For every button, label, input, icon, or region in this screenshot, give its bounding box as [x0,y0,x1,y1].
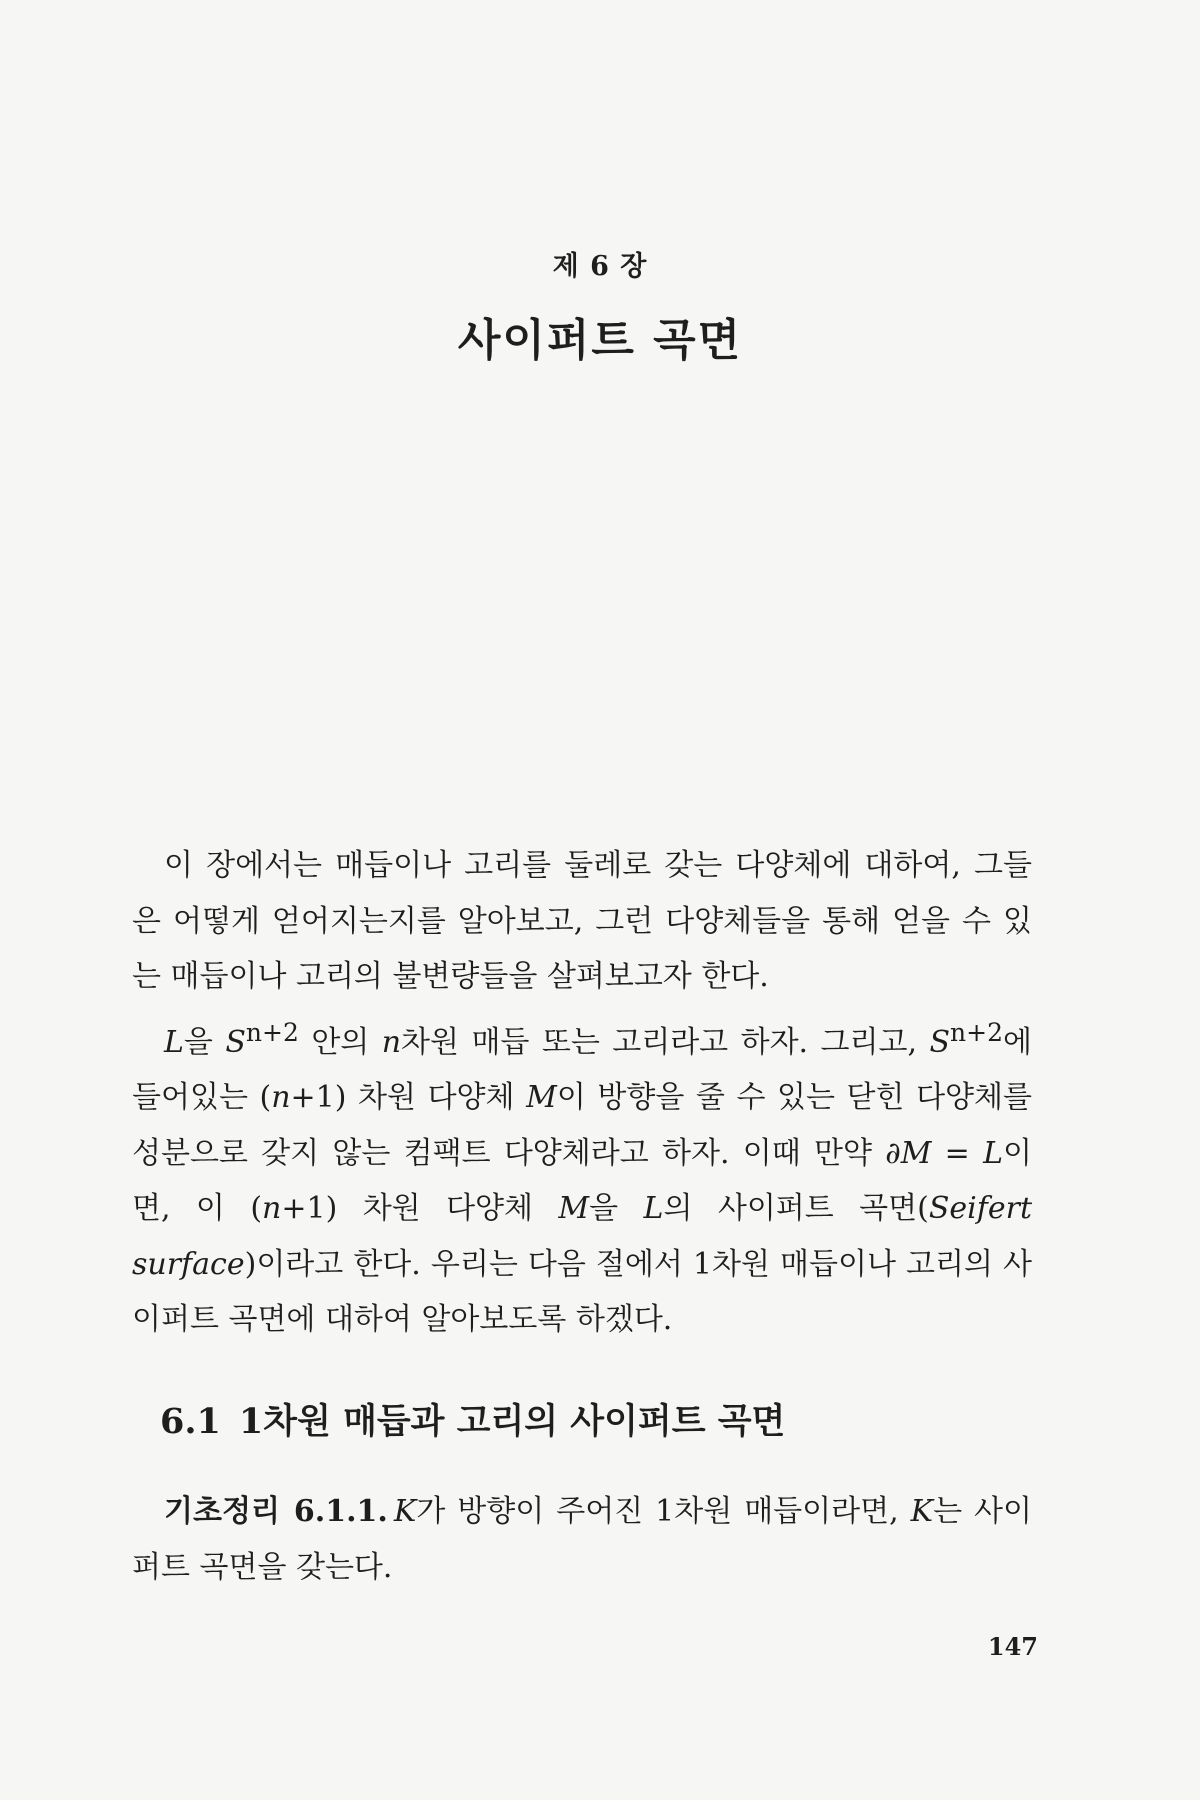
theorem-label: 기초정리 [164,1494,280,1529]
symbol-M: M [558,1191,590,1226]
symbol-L: L [164,1024,184,1060]
intro-text [132,838,1032,1348]
section-number: 6.1 [160,1401,221,1442]
symbol-L: L [983,1135,1004,1171]
symbol-M: M [526,1080,557,1115]
symbol-K: K [393,1494,417,1529]
symbol-n: n [381,1024,402,1060]
symbol-n: n [271,1080,291,1115]
intro-paragraph-1: 이 장에서는 매듭이나 고리를 둘레로 갖는 다양체에 대하여, 그들은 어떻게 얻어지는지를 알아보고, 그런 다양체들을 통해 얻을 수 있는 매듭이나 고리의 불변량들을 살펴보고자 한다. [132,848,1032,994]
symbol-S: S [225,1024,246,1060]
chapter-title: 사이퍼트 곡면 [457,315,743,366]
chapter-label: 제 6 장 [552,251,648,282]
theorem-number: 6.1.1. [293,1494,388,1529]
symbol-boundary-M: ∂M [885,1135,932,1171]
symbol-L: L [643,1191,664,1226]
superscript: n+2 [950,1017,1003,1047]
section-title: 1차원 매듭과 고리의 사이퍼트 곡면 [238,1401,786,1442]
theorem-block [132,1484,1032,1595]
symbol-K: K [910,1494,934,1529]
theorem-statement: 기초정리 6.1.1. K가 방향이 주어진 1차원 매듭이라면, K는 사이퍼트 곡면을 갖는다. [132,1494,1032,1585]
intro-paragraph-2: L을 $S^{n+2}$ 안의 n차원 매듭 또는 고리라고 하자. 그리고, $S^{n+2}$에 들어있는 (n+1) 차원 다양체 M이 방향을 줄 수 있는 닫힌 다양체를 성분으로 갖지 않는 컴팩트 다양체라고 하자. 이때 만약 ∂M = L이면, 이 (n+1) 차원 다양체 M을 L의 사이퍼트 곡면(Seifert surface)이라고 한다. 우리는 다음 절에서 1차원 매듭이나 고리의 사이퍼트 곡면에 대하여 알아보도록 하겠다. [132,1017,1032,1337]
symbol-n: n [262,1191,282,1226]
section-heading [160,1394,785,1444]
page-number: 147 [987,1632,1038,1661]
symbol-S: S [929,1024,951,1060]
term-seifert-surface: Seifert surface [132,1191,1032,1282]
superscript: n+2 [245,1017,299,1047]
